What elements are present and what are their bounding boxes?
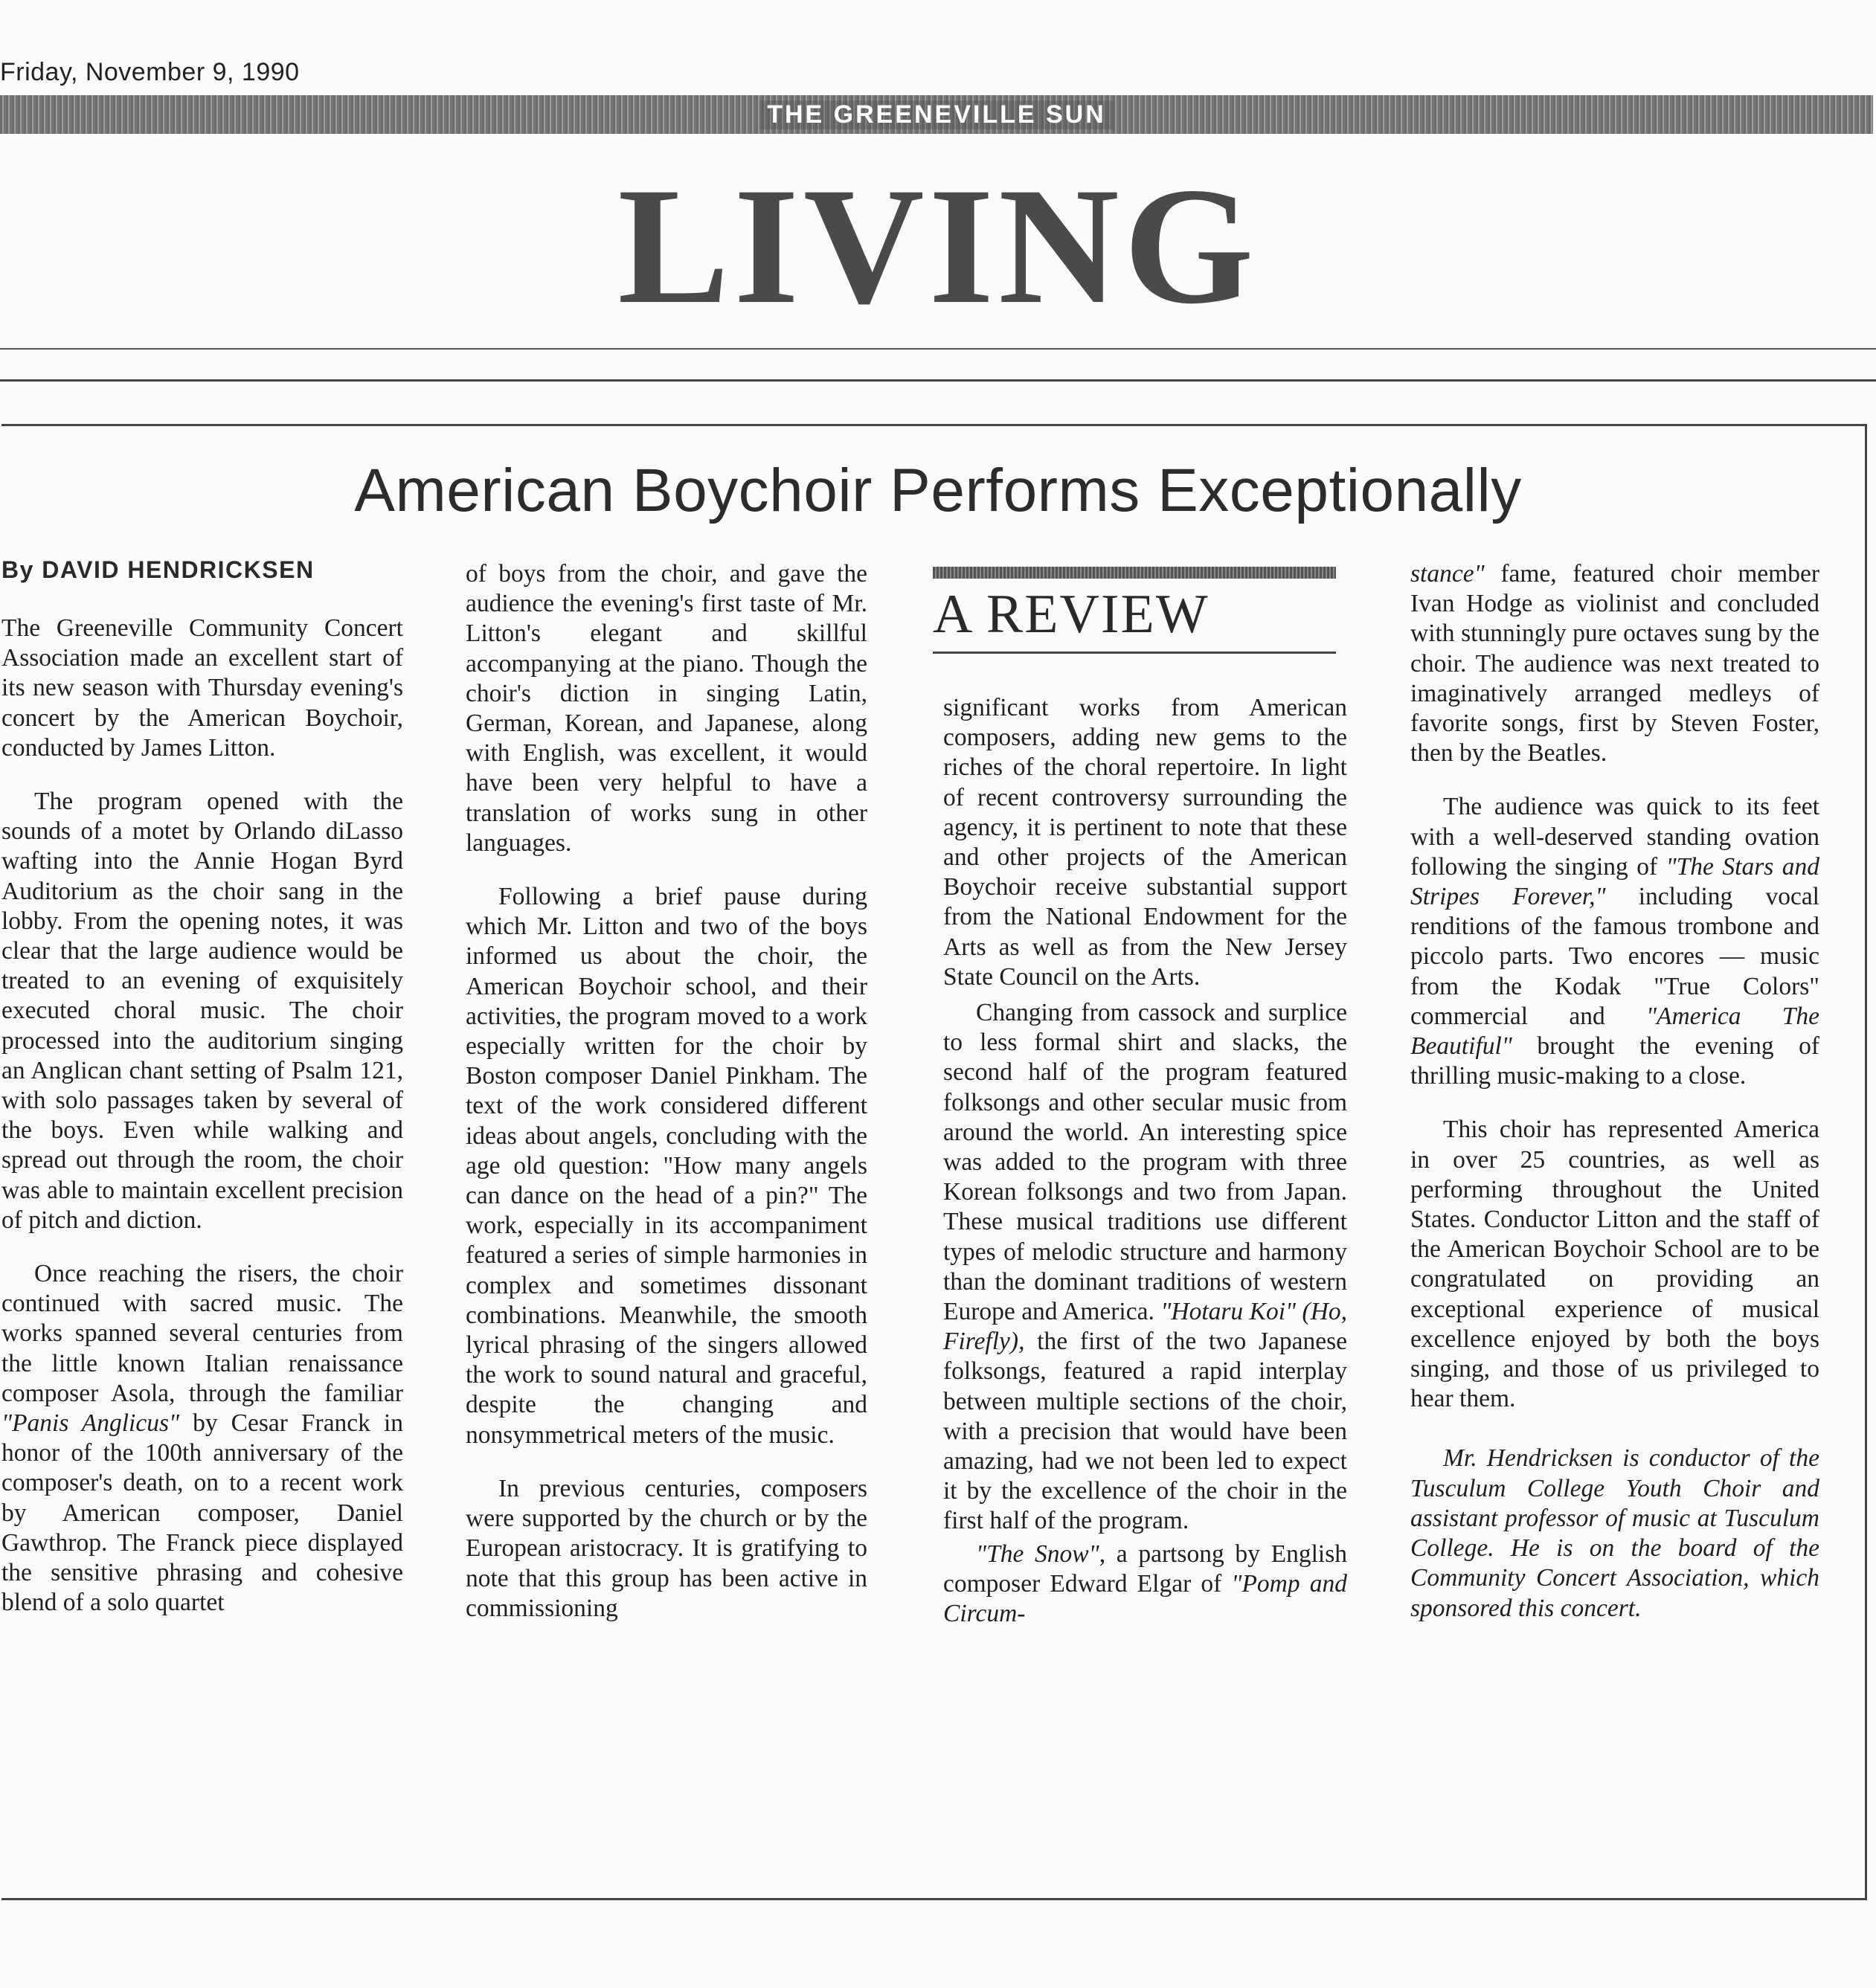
work-title: stance" (1410, 560, 1485, 588)
text-run: by Cesar Franck in honor of the 100th anniversary of the composer's death, on to a recent work by American composer, Daniel Gawthrop. The Franck piece displayed the sensitive phrasing and cohesive blend of a solo quartet (1, 1409, 404, 1617)
masthead-bar (0, 95, 1873, 134)
byline: By DAVID HENDRICKSEN (1, 556, 315, 583)
paragraph: significant works from American composers, adding new gems to the riches of the choral repertoire. In light of recent controversy surrounding the agency, it is pertinent to note that these and other projects of the American Boychoir receive substantial support from the National Endowment for the Arts as well as from the New Jersey State Council on the Arts. (943, 694, 1347, 991)
paragraph: of boys from the choir, and gave the audience the evening's first taste of Mr. Litton's elegant and skillful accompanying at the piano. Though the choir's diction in singing Latin, German, Korean, and Japanese, along with English, was excellent, it would have been very helpful to have a translation of works sung in other languages. (466, 560, 867, 857)
paragraph: In previous centuries, composers were supported by the church or by the European aristocracy. It is gratifying to note that this group has been active in commissioning (466, 1474, 867, 1622)
section-rule-top (0, 348, 1876, 350)
paragraph (1410, 559, 1819, 768)
paragraph (1410, 792, 1819, 1091)
work-title: "Panis Anglicus" (1, 1409, 180, 1438)
work-title: "The Stars and Stripes Forever," (1410, 852, 1819, 911)
text-run: Changing from cassock and surplice to less formal shirt and slacks, the second half of the program featured folksongs and other secular music from around the world. An interesting spice was added to the program with three Korean folksongs and two from Japan. These musical traditions use different types of melodic structure and harmony than the dominant traditions of western Europe and America. (943, 999, 1347, 1326)
newspaper-name: THE GREENEVILLE SUN (759, 100, 1114, 129)
work-title: "Pomp and Circum- (943, 1569, 1347, 1628)
article-column-3 (943, 693, 1347, 1629)
text-run: The audience was quick to its feet with a well-deserved standing ovation following the singing of (1410, 793, 1819, 881)
text-run: , a partsong by English composer Edward Elgar of (943, 1540, 1347, 1598)
dateline: Friday, November 9, 1990 (0, 58, 300, 86)
paragraph: This choir has represented America in over 25 countries, as well as performing throughout the United States. Conductor Litton and the staff of the American Boychoir School are to be congratulated on providing an exceptional experience of musical excellence enjoyed by both the boys singing, and those of us privileged to hear them. (1410, 1116, 1819, 1413)
review-banner-bar (933, 567, 1336, 579)
paragraph: Following a brief pause during which Mr. Litton and two of the boys informed us about the choir, the American Boychoir school, and their activities, the program moved to a work especially written for the choir by Boston composer Daniel Pinkham. The text of the work considered different ideas about angels, concluding with the age old question: "How many angels can dance on the head of a pin?" The work, especially in its accompaniment featured a series of simple harmonies in complex and sometimes dissonant combinations. Meanwhile, the smooth lyrical phrasing of the singers allowed the work to sound natural and graceful, despite the changing and nonsymmetrical meters of the music. (466, 883, 867, 1449)
article-column-4 (1410, 559, 1819, 1624)
work-title: "Hotaru Koi" (Ho, Firefly), (943, 1298, 1348, 1356)
author-note: Mr. Hendricksen is conductor of the Tusculum College Youth Choir and assistant professor of music at Tusculum College. He is on the board of the Community Concert Association, which sponsored this concert. (1410, 1444, 1819, 1622)
text-run: Once reaching the risers, the choir continued with sacred music. The works spanned several centuries from the little known Italian renaissance composer Asola, through the familiar (1, 1260, 403, 1407)
paragraph: The Greeneville Community Concert Association made an excellent start of its new season with Thursday evening's concert by the American Boychoir, conducted by James Litton. (1, 614, 403, 762)
paragraph (943, 998, 1347, 1537)
review-label: A REVIEW (933, 584, 1210, 645)
work-title: "The Snow" (976, 1540, 1099, 1568)
paragraph (943, 1540, 1347, 1630)
paragraph (1, 1259, 403, 1618)
paragraph: The program opened with the sounds of a motet by Orlando diLasso wafting into the Annie Hogan Byrd Auditorium as the choir sang in the lobby. From the opening notes, it was clear that the large audience would be treated to an evening of exquisitely executed choral music. The choir processed into the auditorium singing an Anglican chant setting of Psalm 121, with solo passages taken by several of the boys. Even while walking and spread out through the room, the choir was able to maintain excellent precision of pitch and diction. (1, 788, 403, 1234)
work-title: "America The Beautiful" (1410, 1002, 1819, 1061)
review-banner-rule (933, 652, 1336, 654)
text-run: the first of the two Japanese folksongs, featured a rapid interplay between multiple sections of the choir, with a precision that would have been amazing, had we not been led to expect it by the excellence of the choir in the first half of the program. (943, 1328, 1347, 1535)
article-column-2 (466, 559, 867, 1624)
section-title: LIVING (617, 152, 1259, 338)
text-run: including vocal renditions of the famous trombone and piccolo parts. Two encores — music from the Kodak "True Colors" commercial and (1410, 883, 1819, 1030)
text-run: brought the evening of thrilling music-making to a close. (1410, 1032, 1819, 1090)
article-column-1 (1, 614, 403, 1618)
section-rule-bottom (0, 379, 1876, 382)
article-headline: American Boychoir Performs Exceptionally (354, 457, 1522, 524)
text-run: fame, featured choir member Ivan Hodge as violinist and concluded with stunningly pure octaves sung by the choir. The audience was next treated to imaginatively arranged medleys of favorite songs, first by Steven Foster, then by the Beatles. (1410, 560, 1819, 768)
